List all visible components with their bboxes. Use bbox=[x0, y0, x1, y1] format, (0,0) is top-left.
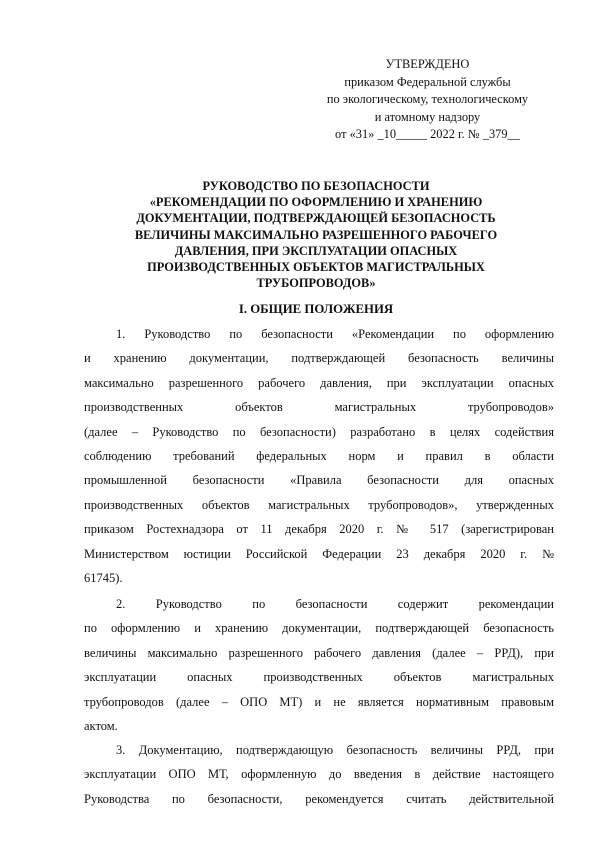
approval-line: и атомному надзору bbox=[374, 109, 481, 124]
paragraph-line: промышленной безопасности «Правила безопасности для опасных bbox=[84, 473, 554, 488]
paragraph-line: величины максимально разрешенного рабочего давления (далее – РРД), при bbox=[84, 645, 554, 660]
title-line: ПРОИЗВОДСТВЕННЫХ ОБЪЕКТОВ МАГИСТРАЛЬНЫХ bbox=[147, 260, 485, 275]
approval-line: УТВЕРЖДЕНО bbox=[385, 57, 470, 71]
paragraph-line: соблюдению требований федеральных норм и правил в области bbox=[84, 448, 554, 463]
title-line: ВЕЛИЧИНЫ МАКСИМАЛЬНО РАЗРЕШЕННОГО РАБОЧЕГО bbox=[134, 227, 498, 242]
document-title bbox=[70, 178, 562, 291]
paragraph-line: (далее – Руководство по безопасности) разработано в целях содействия bbox=[84, 424, 554, 439]
paragraph-line: 3. Документацию, подтверждающую безопасность величины РРД, при bbox=[116, 743, 554, 757]
paragraph-line: трубопроводов (далее – ОПО МТ) и не является нормативным правовым bbox=[84, 694, 554, 709]
approval-line: по экологическому, технологическому bbox=[326, 92, 529, 106]
paragraph-line: производственных объектов магистральных трубопроводов», утвержденных bbox=[84, 497, 554, 512]
title-line: ТРУБОПРОВОДОВ» bbox=[256, 276, 376, 291]
paragraph-line: Министерством юстиции Российской Федерации 23 декабря 2020 г. № bbox=[84, 546, 554, 561]
paragraph-line: актом. bbox=[84, 718, 118, 733]
paragraph-line: 1. Руководство по безопасности «Рекомендации по оформлению bbox=[116, 327, 554, 341]
title-line: ДОКУМЕНТАЦИИ, ПОДТВЕРЖДАЮЩЕЙ БЕЗОПАСНОСТЬ bbox=[136, 211, 496, 226]
approval-stamp bbox=[305, 56, 550, 144]
title-line: РУКОВОДСТВО ПО БЕЗОПАСНОСТИ bbox=[202, 179, 430, 193]
title-line: ДАВЛЕНИЯ, ПРИ ЭКСПЛУАТАЦИИ ОПАСНЫХ bbox=[174, 243, 458, 258]
paragraph-line: эксплуатации ОПО МТ, оформленную до введения в действие настоящего bbox=[84, 767, 554, 782]
paragraph-3 bbox=[84, 738, 554, 811]
paragraph-2 bbox=[84, 592, 554, 738]
paragraph-1 bbox=[84, 322, 554, 590]
paragraph-line: 61745). bbox=[84, 570, 123, 585]
approval-line: приказом Федеральной службы bbox=[344, 74, 511, 89]
paragraph-line: эксплуатации опасных производственных объектов магистральных bbox=[84, 670, 554, 685]
paragraph-line: 2. Руководство по безопасности содержит рекомендации bbox=[116, 597, 554, 611]
paragraph-line: приказом Ростехнадзора от 11 декабря 2020 г. № 517 (зарегистрирован bbox=[84, 522, 554, 537]
paragraph-line: Руководства по безопасности, рекомендуется считать действительной bbox=[84, 791, 554, 806]
paragraph-line: и хранению документации, подтверждающей безопасность величины bbox=[84, 351, 554, 366]
title-line: «РЕКОМЕНДАЦИИ ПО ОФОРМЛЕНИЮ И ХРАНЕНИЮ bbox=[149, 195, 483, 210]
section-heading: I. ОБЩИЕ ПОЛОЖЕНИЯ bbox=[238, 302, 394, 316]
paragraph-line: максимально разрешенного рабочего давления, при эксплуатации опасных bbox=[84, 375, 554, 390]
paragraph-line: производственных объектов магистральных трубопроводов» bbox=[84, 400, 554, 415]
approval-line: от «31» _10_____ 2022 г. № _379__ bbox=[335, 127, 520, 141]
paragraph-line: по оформлению и хранению документации, подтверждающей безопасность bbox=[84, 621, 554, 636]
